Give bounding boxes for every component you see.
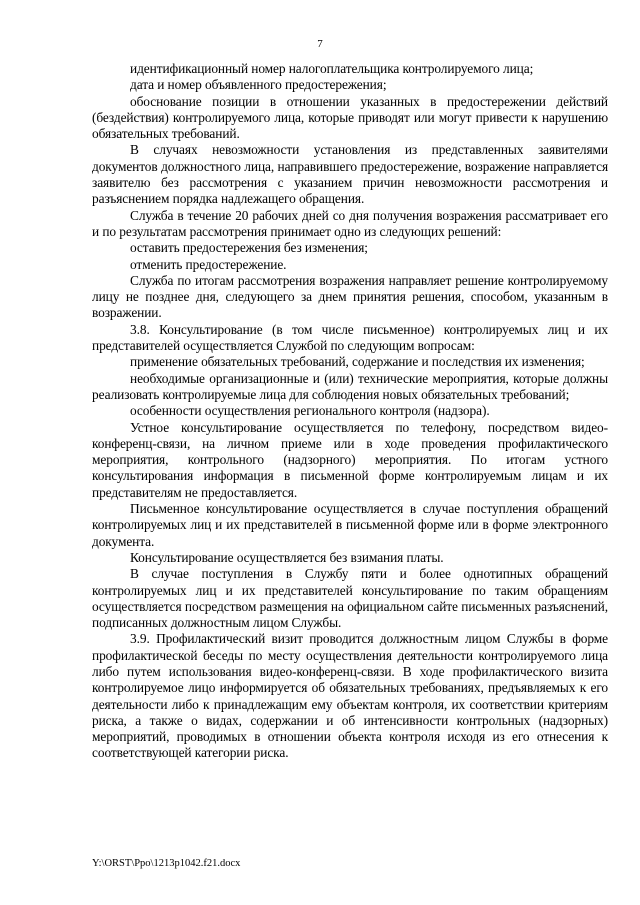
- paragraph-topic-measures: необходимые организационные и (или) технические мероприятия, которые должны реализовать контролируемые лица для соблюдения новых обязательных требований;: [92, 370, 608, 402]
- paragraph-decision-sent: Служба по итогам рассмотрения возражения направляет решение контролируемому лицу не позднее дня, следующего за днем принятия решения, способом, указанным в возражении.: [92, 272, 608, 321]
- paragraph-topic-requirements: применение обязательных требований, содержание и последствия их изменения;: [130, 354, 585, 370]
- paragraph-written-consulting: Письменное консультирование осуществляется в случае поступления обращений контролируемых лиц и их представителей в письменной форме или в форме электронного документа.: [92, 501, 608, 549]
- paragraph-free-of-charge: Консультирование осуществляется без взимания платы.: [130, 549, 444, 565]
- paragraph-review-period: Служба в течение 20 рабочих дней со дня получения возражения рассматривает его и по результатам рассмотрения принимает одно из следующих решений:: [92, 207, 608, 239]
- paragraph-warning-date: дата и номер объявленного предостережения;: [130, 77, 387, 93]
- paragraph-justification: обоснование позиции в отношении указанных в предостережении действий (бездействия) контролируемого лица, которые приводят или могут привести к нарушению обязательных требований.: [92, 93, 608, 142]
- page-number: 7: [317, 38, 323, 50]
- paragraph-topic-control: особенности осуществления регионального контроля (надзора).: [130, 403, 490, 419]
- paragraph-similar-requests: В случае поступления в Службу пяти и более однотипных обращений контролируемых лиц и их представителей консультирование по таким обращениям осуществляется посредством размещения на официальном сайте письменных разъяснений, подписанных должностным лицом Службы.: [92, 566, 608, 631]
- footer-file-path: Y:\ORST\Ppo\1213p1042.f21.docx: [92, 858, 241, 869]
- paragraph-inn: идентификационный номер налогоплательщика контролируемого лица;: [130, 61, 534, 76]
- paragraph-section-3-8: 3.8. Консультирование (в том числе письменное) контролируемых лиц и их представителей осуществляется Службой по следующим вопросам:: [92, 321, 608, 354]
- paragraph-section-3-9: 3.9. Профилактический визит проводится должностным лицом Службы в форме профилактической беседы по месту осуществления деятельности контролируемого лица либо путем использования видео-конференц-связи. В ходе профилактического визита контролируемое лицо информируется об обязательных требованиях, предъявляемых к его деятельности либо к принадлежащим ему объектам контроля, их соответствии критериям риска, а также о видах, содержании и об интенсивности контрольных (надзорных) мероприятий, проводимых в отношении объекта контроля исходя из его отнесения к соответствующей категории риска.: [92, 631, 608, 761]
- paragraph-option-keep: оставить предостережения без изменения;: [130, 240, 368, 256]
- paragraph-option-cancel: отменить предостережение.: [130, 256, 287, 272]
- document-body: [92, 61, 608, 762]
- paragraph-impossibility: В случаях невозможности установления из представленных заявителями документов должностного лица, направившего предостережение, возражение направляется заявителю без рассмотрения с указанием причин невозможности рассмотрения и разъяснением порядка надлежащего обращения.: [92, 142, 608, 207]
- paragraph-oral-consulting: Устное консультирование осуществляется по телефону, посредством видео-конференц-связи, на личном приеме или в ходе проведения профилактического мероприятия, контрольного (надзорного) мероприятия. По итогам устного консультирования информация в письменной форме контролируемым лицам и их представителям не предоставляется.: [92, 419, 608, 500]
